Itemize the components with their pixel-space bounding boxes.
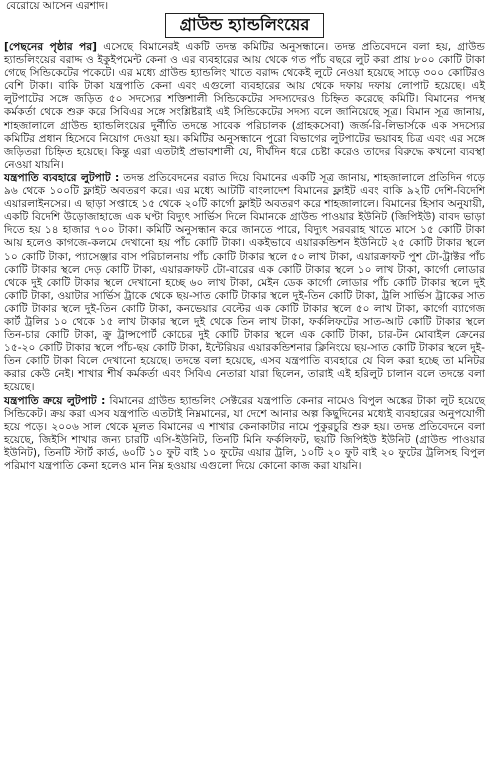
headline-wrap [4,13,485,39]
paragraph-2-text: তদন্ত প্রতিবেদনের বরাত দিয়ে বিমানের একটি সূত্র জানায়, শাহজালালে প্রতিদিন গড়ে ৯৬ থেকে ১০০টি ফ্লাইট অবতরণ করে। এর মধ্যে আটটি বাংলাদেশ বিমানের ফ্লাইট এবং বাকি ৯২টি দেশি-বিদেশি এয়ারলাইনসের। এ ছাড়া সপ্তাহে ১৫ থেকে ২০টি কার্গো ফ্লাইট অবতরণ করে শাহজালালে। বিমানের হিসাব অনুযায়ী, একটি বিদেশি উড়োজাহাজে এক ঘণ্টা বিদ্যুৎ সার্ভিস দিলে বিমানকে গ্রাউন্ড পাওয়ার ইউনিট (জিপিইউ) বাবদ ভাড়া দিতে হয় ১৪ হাজার ৭০০ টাকা। কমিটি অনুসন্ধান করে জানতে পারে, বিদ্যুৎ সরবরাহ খাতে মাসে ১৫ কোটি টাকা আয় হলেও কাগজে-কলমে দেখানো হয় পাঁচ কোটি টাকা। একইভাবে এয়ারকন্ডিশন ইউনিটে ২৫ কোটি টাকার স্থলে ১০ কোটি টাকা, প্যাসেঞ্জার বাস পরিচালনায় পাঁচ কোটি টাকার স্থলে ৫০ লাখ টাকা, এয়ারক্রাফট পুশ টো-ট্রাক্টর পাঁচ কোটি টাকার স্থলে দেড় কোটি টাকা, এয়ারক্রাফট টো-বারের এক কোটি টাকার স্থলে ১০ লাখ টাকা, কার্গো লোডার থেকে দুই কোটি টাকার স্থলে দেখানো হচ্ছে ৬০ লাখ টাকা, মেইন ডেক কার্গো লোডার পাঁচ কোটি টাকার স্থলে দুই কোটি টাকা, ওয়াটার সার্ভিস ট্রাকে থেকে ছয়-সাত কোটি টাকার স্থলে দুই-তিন কোটি টাকা, ট্রলি সার্ভিস ট্রাকের সাত কোটি টাকার স্থলে দুই-তিন কোটি টাকা, কনভেয়ার বেল্টের এক কোটি টাকার স্থলে ৫০ লাখ টাকা, কার্গো ব্যাগেজ কার্ট ট্রলির ১০ থেকে ১৫ লাখ টাকার স্থলে দুই থেকে তিন লাখ টাকা, ফর্কলিফটের সাত-আট কোটি টাকার স্থলে তিন-চার কোটি টাকা, ক্রু ট্রান্সপোর্ট কোচের দুই কোটি টাকার স্থলে এক কোটি টাকা, চার-টন মোবাইল ক্রেনের ১৫-২০ কোটি টাকার স্থলে পাঁচ-ছয় কোটি টাকা, ইন্টেরিয়র এয়ারকন্ডিশনার ক্লিনিংয়ে ছয়-সাত কোটি টাকার স্থলে দুই-তিন কোটি টাকা বিলে দেখানো হয়েছে। তদন্তে বলা হয়েছে, এসব যন্ত্রপাতি ব্যবহারে যে বিল করা হচ্ছে তা মনিটর করার কেউ নেই। শাখার শীর্ষ কর্মকর্তা এবং সিবিএ নেতারা যারা ছিলেন, তারাই এই হরিলুট চালান বলে তদন্তে বলা হয়েছে। [4,171,486,394]
previous-article-tail: বেরোয়ে আসেন এরশাদ। [6,0,109,12]
subheading-equipment-purchase: যন্ত্রপাতি ক্রয়ে লুটপাট : [4,394,106,407]
article-body [4,41,485,473]
continued-label: [পেছনের পৃষ্ঠার পর] [4,41,98,53]
subheading-equipment-usage: যন্ত্রপাতি ব্যবহারে লুটপাট : [4,171,120,184]
headline: গ্রাউন্ড হ্যান্ডলিংয়ের [165,13,325,38]
paragraph-3-text: বিমানের গ্রাউন্ড হ্যান্ডলিং সেক্টরের যন্ত্রপাতি কেনার নামেও বিপুল অঙ্কের টাকা লুট হয়েছে সিন্ডিকেট। ক্রয় করা এসব যন্ত্রপাতি এতটাই নিম্নমানের, যা দেশে আনার অল্প কিছুদিনের মধ্যেই ব্যবহারের অনুপযোগী হয়ে পড়ে। ২০০৬ সাল থেকে মূলত বিমানের এ শাখার কেনাকাটার নামে পুকুরচুরি শুরু হয়। তদন্ত প্রতিবেদনে বলা হয়েছে, জিইসি শাখার জন্য চারটি এসি-ইউনিট, তিনটি মিনি ফর্কলিফট, ছয়টি জিপিইউ ইউনিট (গ্রাউন্ড পাওয়ার ইউনিট), তিনটি স্টার্ট কার্ড, ৬০টি ১০ ফুট বাই ১০ ফুটের এয়ার ট্রলি, ১০টি ২০ ফুট বাই ২০ ফুটের ট্রলিসহ বিপুল পরিমাণ যন্ত্রপাতি কেনা হলেও মান নিম্ন হওয়ায় এগুলো দিয়ে কোনো কাজ করা যায়নি। [4,394,486,472]
paragraph-1 [4,41,485,172]
paragraph-1-text: এসেছে বিমানেরই একটি তদন্ত কমিটির অনুসন্ধানে। তদন্ত প্রতিবেদনে বলা হয়, গ্রাউন্ড হ্যান্ডলিংয়ের বরাদ্দ ও ইকুইপমেন্ট কেনা ও এর ব্যবহারের আয় থেকে গত পাঁচ বছরে লুট করা প্রায় ৮০০ কোটি টাকা গেছে সিন্ডিকেটের পকেটে। এর মধ্যে গ্রাউন্ড হ্যান্ডলিং খাতে বরাদ্দ থেকেই লুটে নেওয়া হয়েছে সাড়ে ৩০০ কোটিরও বেশি টাকা। বাকি টাকা যন্ত্রপাতি কেনা এবং এগুলো ব্যবহারের আয় থেকে দফায় দফায় লোপাট হয়েছে। এই লুটপাটের সঙ্গে জড়িত ৫০ সদস্যের শক্তিশালী সিন্ডিকেটের সদস্যদেরও চিহ্নিত করেছে কমিটি। বিমানের পদস্থ কর্মকর্তা থেকে শুরু করে সিবিএর সঙ্গে সংশ্লিষ্টরাই এই সিন্ডিকেটের সদস্য বলে জানিয়েছে সূত্র। বিমান সূত্র জানায়, শাহজালালে গ্রাউন্ড হ্যান্ডলিংয়ের দুর্নীতি তদন্তে সাবেক পরিচালক (গ্রাহকসেবা) জর্জ-রি-লিভার্সকে এক সদস্যের কমিটির প্রধান হিসেবে নিয়োগ দেওয়া হয়। কমিটির অনুসন্ধানে পুরো বিভাগের লুটপাটের ভয়াবহ চিত্র এবং এর সঙ্গে জড়িতরা চিহ্নিত হয়েছে। কিন্তু এরা এতটাই প্রভাবশালী যে, দীর্ঘদিন ধরে চেষ্টা করেও তাদের বিরুদ্ধে কখনো ব্যবস্থা নেওয়া যায়নি। [4,41,485,171]
paragraph-3 [4,395,485,474]
paragraph-2 [4,172,485,395]
